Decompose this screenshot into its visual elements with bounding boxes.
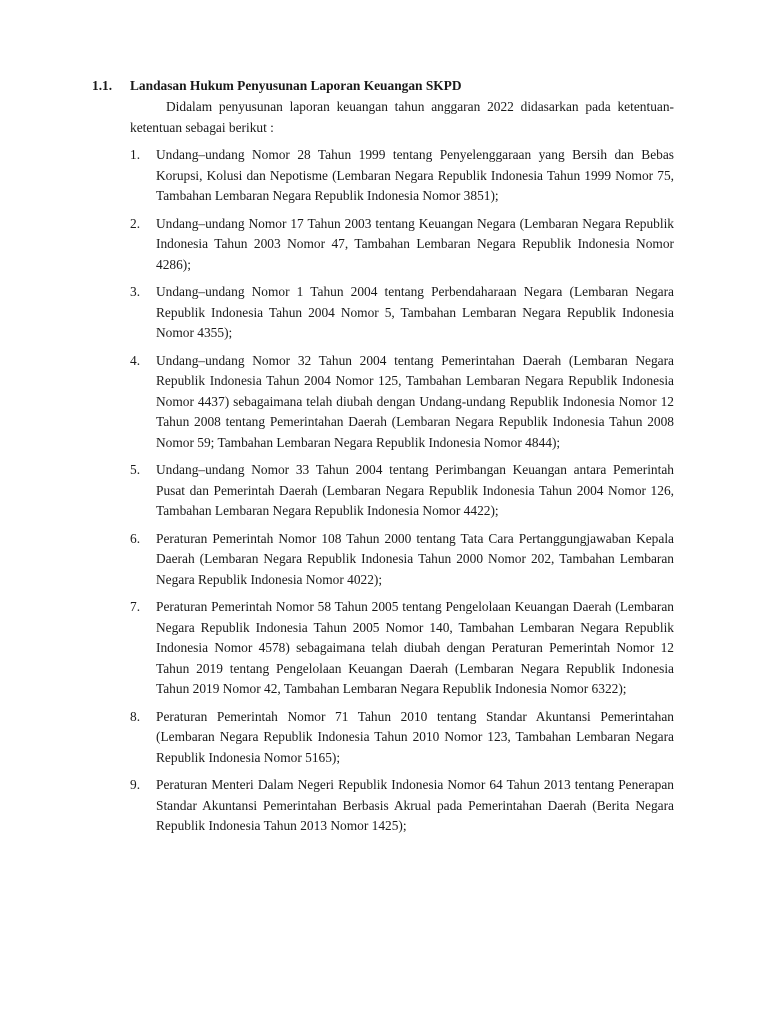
list-item-number: 2.	[130, 215, 141, 231]
list-item	[130, 351, 674, 454]
list-item-number: 8.	[130, 708, 141, 724]
list-item-number: 3.	[130, 284, 141, 299]
list-item-number: 1.	[130, 147, 141, 162]
section-heading	[92, 76, 692, 96]
list-item-text: Peraturan Pemerintah Nomor 71 Tahun 2010 tentang Standar Akuntansi Pemerintahan (Lembaran Negara Republik Indonesia Tahun 2010 Nomor 123, Tambahan Lembaran Negara Republik Indonesia Nomor 5165);	[156, 708, 674, 765]
section-number: 1.1.	[92, 78, 113, 93]
list-item-number: 6.	[130, 530, 141, 546]
list-item-number: 7.	[130, 599, 141, 614]
list-item-text: Peraturan Menteri Dalam Negeri Republik Indonesia Nomor 64 Tahun 2013 tentang Penerapan Standar Akuntansi Pemerintahan Berbasis Akrual pada Pemerintahan Daerah (Berita Negara Republik Indonesia Tahun 2013 Nomor 1425);	[156, 777, 674, 833]
list-item-text: Undang–undang Nomor 28 Tahun 1999 tentang Penyelenggaraan yang Bersih dan Bebas Korupsi, Kolusi dan Nepotisme (Lembaran Negara Republik Indonesia Tahun 1999 Nomor 75, Tambahan Lembaran Negara Republik Indonesia Nomor 3851);	[156, 147, 674, 203]
list-item-text: Undang–undang Nomor 17 Tahun 2003 tentang Keuangan Negara (Lembaran Negara Republik Indonesia Tahun 2003 Nomor 47, Tambahan Lembaran Negara Republik Indonesia Nomor 4286);	[156, 215, 674, 272]
list-item-text: Undang–undang Nomor 32 Tahun 2004 tentang Pemerintahan Daerah (Lembaran Negara Republik Indonesia Tahun 2004 Nomor 125, Tambahan Lembaran Negara Republik Indonesia Nomor 4437) sebagaimana telah diubah dengan Undang-undang Republik Indonesia Nomor 12 Tahun 2008 tentang Pemerintahan Daerah (Lembaran Negara Republik Indonesia Tahun 2008 Nomor 59; Tambahan Lembaran Negara Republik Indonesia Nomor 4844);	[156, 352, 674, 450]
list-item	[130, 707, 674, 769]
list-item-text: Peraturan Pemerintah Nomor 108 Tahun 2000 tentang Tata Cara Pertanggungjawaban Kepala Daerah (Lembaran Negara Republik Indonesia Tahun 2000 Nomor 202, Tambahan Lembaran Negara Republik Indonesia Nomor 4022);	[156, 530, 674, 587]
legal-basis-list	[130, 145, 674, 844]
list-item	[130, 597, 674, 700]
intro-paragraph: Didalam penyusunan laporan keuangan tahun anggaran 2022 didasarkan pada ketentuan-ketentuan sebagai berikut :	[130, 99, 674, 135]
section-title: Landasan Hukum Penyusunan Laporan Keuangan SKPD	[130, 78, 462, 93]
list-item-number: 9.	[130, 777, 141, 792]
list-item	[130, 145, 674, 207]
list-item-text: Undang–undang Nomor 1 Tahun 2004 tentang Perbendaharaan Negara (Lembaran Negara Republik Indonesia Tahun 2004 Nomor 5, Tambahan Lembaran Negara Republik Indonesia Nomor 4355);	[156, 284, 674, 340]
list-item	[130, 529, 674, 591]
list-item	[130, 214, 674, 276]
list-item-text: Undang–undang Nomor 33 Tahun 2004 tentang Perimbangan Keuangan antara Pemerintah Pusat dan Pemerintah Daerah (Lembaran Negara Republik Indonesia Tahun 2004 Nomor 126, Tambahan Lembaran Negara Republik Indonesia Nomor 4422);	[156, 462, 674, 518]
list-item-text: Peraturan Pemerintah Nomor 58 Tahun 2005 tentang Pengelolaan Keuangan Daerah (Lembaran Negara Republik Indonesia Tahun 2005 Nomor 140, Tambahan Lembaran Negara Republik Indonesia Nomor 4578) sebagaimana telah diubah dengan Peraturan Pemerintah Nomor 12 Tahun 2019 tentang Pengelolaan Keuangan Daerah (Lembaran Negara Republik Indonesia Tahun 2019 Nomor 42, Tambahan Lembaran Negara Republik Indonesia Nomor 6322);	[156, 599, 674, 696]
list-item	[130, 460, 674, 522]
list-item	[130, 775, 674, 837]
list-item-number: 4.	[130, 352, 141, 368]
list-item	[130, 282, 674, 344]
list-item-number: 5.	[130, 462, 141, 477]
